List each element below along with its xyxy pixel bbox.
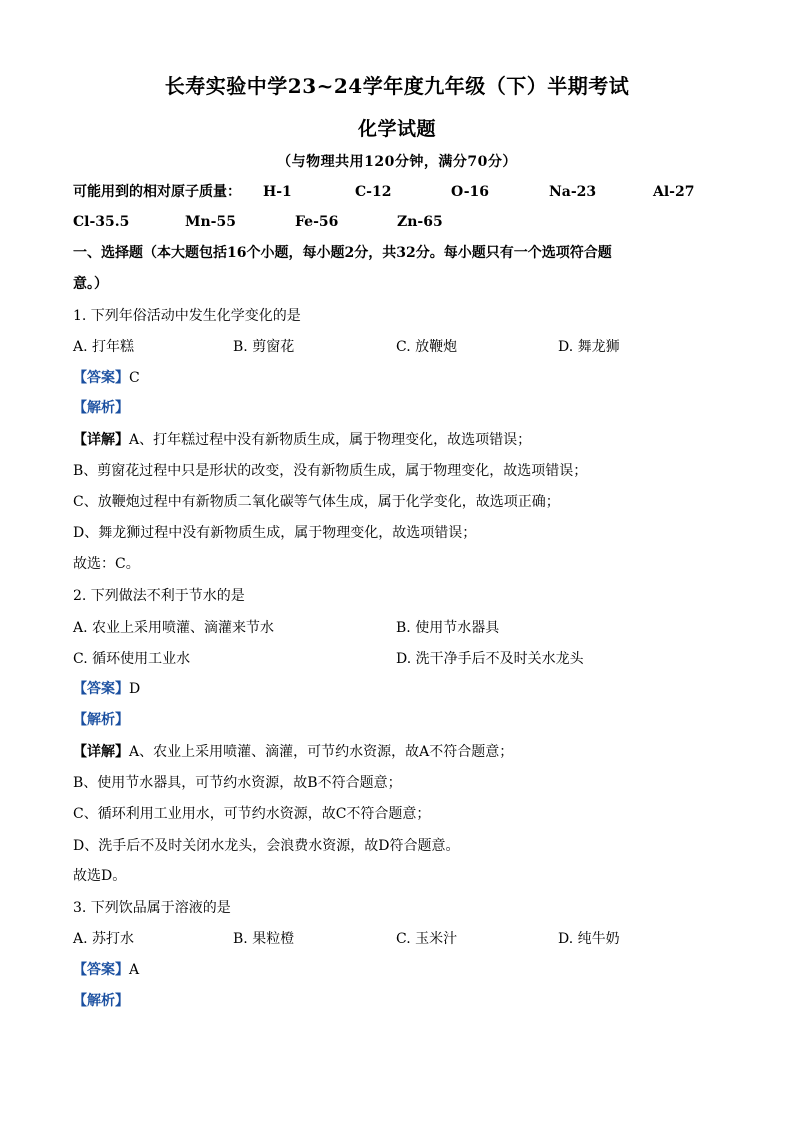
- detail-label: 【详解】: [73, 744, 129, 760]
- answer-value: D: [129, 681, 141, 697]
- mass-item: Al-27: [653, 184, 695, 200]
- section-heading-cont: 意。）: [73, 276, 108, 292]
- mass-item: C-12: [355, 184, 392, 200]
- answer-line: [73, 368, 140, 388]
- answer-line: [73, 679, 140, 699]
- option-a: A. 苏打水: [73, 931, 135, 947]
- analysis-line: [73, 710, 129, 730]
- analysis-label: 【解析】: [73, 993, 129, 1009]
- option-b: B. 使用节水器具: [396, 620, 500, 636]
- analysis-line: [73, 398, 129, 418]
- option-a: A. 农业上采用喷灌、滴灌来节水: [73, 620, 275, 636]
- answer-label: 【答案】: [73, 962, 129, 978]
- detail-text: A、农业上采用喷灌、滴灌，可节约水资源，故A不符合题意；: [129, 744, 514, 760]
- detail-text: B、使用节水器具，可节约水资源，故B不符合题意；: [73, 775, 402, 791]
- answer-label: 【答案】: [73, 681, 129, 697]
- masses-label: 可能用到的相对原子质量：: [73, 184, 241, 200]
- answer-value: A: [129, 962, 140, 978]
- detail-conclusion: 故选：C。: [73, 556, 140, 572]
- option-c: C. 玉米汁: [396, 931, 458, 947]
- analysis-label: 【解析】: [73, 712, 129, 728]
- option-b: B. 剪窗花: [233, 339, 295, 355]
- question-stem: 2. 下列做法不利于节水的是: [73, 588, 245, 604]
- option-d: D. 纯牛奶: [558, 931, 620, 947]
- option-a: A. 打年糕: [73, 339, 135, 355]
- option-d: D. 洗干净手后不及时关水龙头: [396, 651, 584, 667]
- option-d: D. 舞龙狮: [558, 339, 620, 355]
- detail-text: D、舞龙狮过程中没有新物质生成，属于物理变化，故选项错误；: [73, 525, 477, 541]
- answer-line: [73, 960, 139, 980]
- option-c: C. 放鞭炮: [396, 339, 458, 355]
- mass-item: Cl-35.5: [73, 214, 130, 230]
- option-b: B. 果粒橙: [233, 931, 295, 947]
- mass-item: O-16: [451, 184, 490, 200]
- exam-subtitle: 化学试题: [357, 118, 436, 140]
- exam-note: （与物理共用120分钟，满分70分）: [277, 154, 517, 170]
- analysis-label: 【解析】: [73, 400, 129, 416]
- detail-text: C、放鞭炮过程中有新物质二氧化碳等气体生成，属于化学变化，故选项正确；: [73, 494, 560, 510]
- detail-text: D、洗手后不及时关闭水龙头，会浪费水资源，故D符合题意。: [73, 838, 460, 854]
- detail-text: B、剪窗花过程中只是形状的改变，没有新物质生成，属于物理变化，故选项错误；: [73, 463, 588, 479]
- mass-item: Na-23: [549, 184, 597, 200]
- detail-text: C、循环利用工业用水，可节约水资源，故C不符合题意；: [73, 806, 431, 822]
- option-c: C. 循环使用工业水: [73, 651, 191, 667]
- mass-item: Zn-65: [397, 214, 443, 230]
- answer-value: C: [129, 370, 140, 386]
- section-heading: 一、选择题（本大题包括16个小题，每小题2分，共32分。每小题只有一个选项符合题: [73, 245, 612, 261]
- question-stem: 1. 下列年俗活动中发生化学变化的是: [73, 308, 301, 324]
- exam-title: 长寿实验中学23~24学年度九年级（下）半期考试: [164, 74, 630, 98]
- mass-item: Fe-56: [295, 214, 339, 230]
- detail-label: 【详解】: [73, 432, 129, 448]
- detail-line: [73, 430, 531, 450]
- mass-item: Mn-55: [185, 214, 236, 230]
- detail-text: A、打年糕过程中没有新物质生成，属于物理变化，故选项错误；: [129, 432, 532, 448]
- answer-label: 【答案】: [73, 370, 129, 386]
- analysis-line: [73, 991, 129, 1011]
- question-stem: 3. 下列饮品属于溶液的是: [73, 900, 231, 916]
- detail-conclusion: 故选D。: [73, 868, 127, 884]
- detail-line: [73, 742, 513, 762]
- mass-item: H-1: [263, 184, 292, 200]
